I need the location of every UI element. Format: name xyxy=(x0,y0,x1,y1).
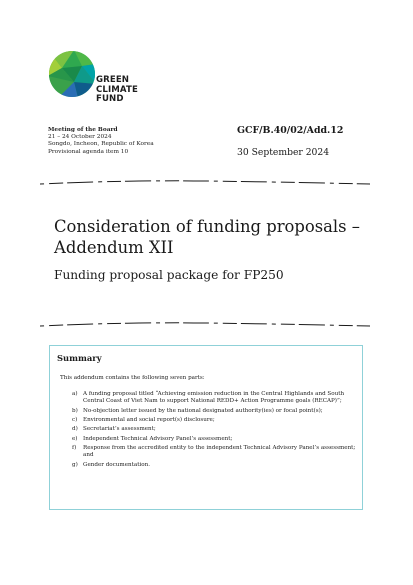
divider-top xyxy=(38,178,372,186)
summary-intro: This addendum contains the following seven parts: xyxy=(60,375,205,381)
document-reference xyxy=(237,125,387,159)
summary-heading: Summary xyxy=(57,353,102,363)
summary-parts-list xyxy=(72,391,358,471)
list-item xyxy=(72,417,358,424)
list-item xyxy=(72,436,358,443)
document-date: 30 September 2024 xyxy=(237,147,330,158)
list-item xyxy=(72,462,358,469)
document-subtitle: Funding proposal package for FP250 xyxy=(54,268,284,282)
list-item-text: Environmental and social report(s) disclosure; xyxy=(83,416,215,423)
list-marker: a) xyxy=(72,391,78,397)
list-item-text: Independent Technical Advisory Panel’s assessment; xyxy=(83,435,233,442)
organization-name: GREEN CLIMATE FUND xyxy=(96,75,138,105)
list-item-text: No-objection letter issued by the national designated authority(ies) or focal point(s); xyxy=(83,407,323,414)
meeting-title: Meeting of the Board xyxy=(48,127,118,133)
gcf-globe-icon xyxy=(48,50,96,98)
list-marker: c) xyxy=(72,416,78,423)
summary-box xyxy=(49,345,363,510)
list-item xyxy=(72,445,358,459)
document-symbol: GCF/B.40/02/Add.12 xyxy=(237,125,344,136)
meeting-dates: 21 – 24 October 2024 xyxy=(48,134,112,141)
list-marker: e) xyxy=(72,435,78,442)
list-item xyxy=(72,408,358,415)
list-item-text: Secretariat’s assessment; xyxy=(83,426,156,433)
meeting-location: Songdo, Incheon, Republic of Korea xyxy=(48,141,154,148)
list-item-text: Response from the accredited entity to the independent Technical Advisory Panel’s assessment; and xyxy=(83,445,356,459)
meeting-info xyxy=(48,127,228,156)
document-title: Consideration of funding proposals – Addendum XII xyxy=(54,217,360,257)
list-marker: b) xyxy=(72,407,78,414)
divider-bottom xyxy=(38,320,372,328)
list-marker: g) xyxy=(72,461,78,468)
list-item xyxy=(72,426,358,433)
list-marker: f) xyxy=(72,445,77,452)
list-item-text: Gender documentation. xyxy=(83,461,150,468)
agenda-item: Provisional agenda item 10 xyxy=(48,148,129,155)
list-marker: d) xyxy=(72,426,78,433)
list-item-text: A funding proposal titled “Achieving emission reduction in the Central Highlands and South Central Coast of Viet Nam to support National REDD+ Action Programme goals (RECAP)”; xyxy=(83,391,345,405)
list-item xyxy=(72,391,358,405)
gcf-logo xyxy=(48,50,148,110)
